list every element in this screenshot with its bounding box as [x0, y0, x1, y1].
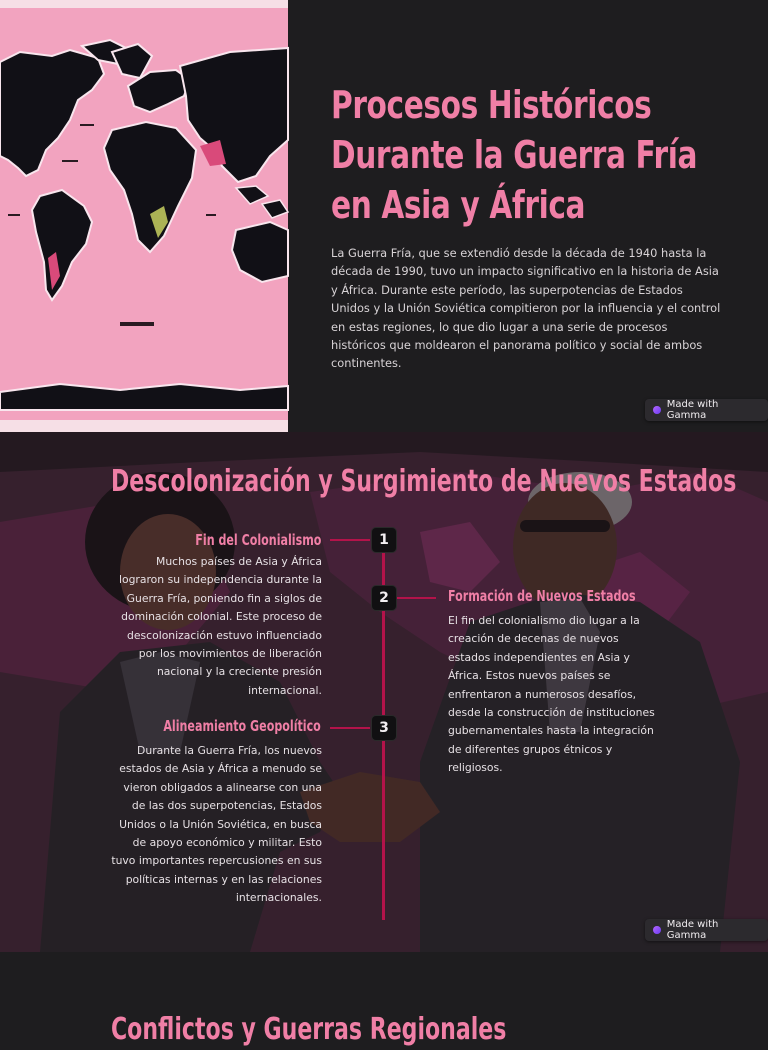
slide-regional-conflicts: [0, 952, 768, 1047]
badge-label: Made with Gamma: [666, 919, 719, 941]
world-map-image: [0, 0, 288, 432]
timeline-connector: [330, 539, 370, 541]
timeline-connector: [396, 597, 436, 599]
gamma-logo-icon: [653, 406, 661, 414]
timeline-item-body-2: El fin del colonialismo dio lugar a la creación de decenas de nuevos estados independientes en Asia y África. Estos nuevos países se enfrentaron a numerosos desafíos, desde la construcción de instituciones gubernamentales hasta la integración de diferentes grupos étnicos y religiosos.: [448, 614, 655, 775]
made-with-gamma-badge[interactable]: [645, 399, 768, 421]
timeline-marker-1: 1: [372, 528, 396, 552]
made-with-gamma-badge[interactable]: [645, 919, 768, 941]
gamma-logo-icon: [653, 926, 661, 934]
timeline-marker-3: 3: [372, 716, 396, 740]
timeline-marker-2: 2: [372, 586, 396, 610]
world-map-illustration: [0, 0, 288, 432]
intro-paragraph: La Guerra Fría, que se extendió desde la década de 1940 hasta la década de 1990, tuvo un impacto significativo en la historia de Asia y África. Durante este período, las superpotencias de Estados Unidos y la Unión Soviética compitieron por la influencia y el control en estas regiones, lo que dio lugar a una serie de procesos históricos que moldearon el panorama político y social de ambos continentes.: [331, 246, 721, 371]
section-title: Descolonización y Surgimiento de Nuevos Estados: [111, 464, 737, 499]
timeline-connector: [330, 727, 370, 729]
timeline-item-body-3: Durante la Guerra Fría, los nuevos estados de Asia y África a menudo se vieron obligados a alinearse con una de las dos superpotencias, Estados Unidos o la Unión Soviética, en busca de apoyo económico y militar. Esto tuvo importantes repercusiones en sus políticas internas y en las relaciones internacionales.: [111, 744, 322, 905]
timeline-item-body-1: Muchos países de Asia y África lograron su independencia durante la Guerra Fría, poniendo fin a siglos de dominación colonial. Este proceso de descolonización estuvo influenciado por los movimientos de liberación nacional y la creciente presión internacional.: [118, 555, 322, 697]
slide-intro: [0, 0, 768, 432]
slide-decolonization: [0, 432, 768, 952]
badge-label: Made with Gamma: [666, 399, 719, 421]
page-title: Procesos Históricos Durante la Guerra Fría en Asia y África: [331, 83, 698, 227]
timeline-item-title-1: Fin del Colonialismo: [194, 531, 321, 549]
timeline-item-title-2: Formación de Nuevos Estados: [448, 587, 636, 605]
section-title: Conflictos y Guerras Regionales: [111, 1012, 507, 1047]
timeline-item-title-3: Alineamiento Geopolítico: [163, 717, 321, 735]
